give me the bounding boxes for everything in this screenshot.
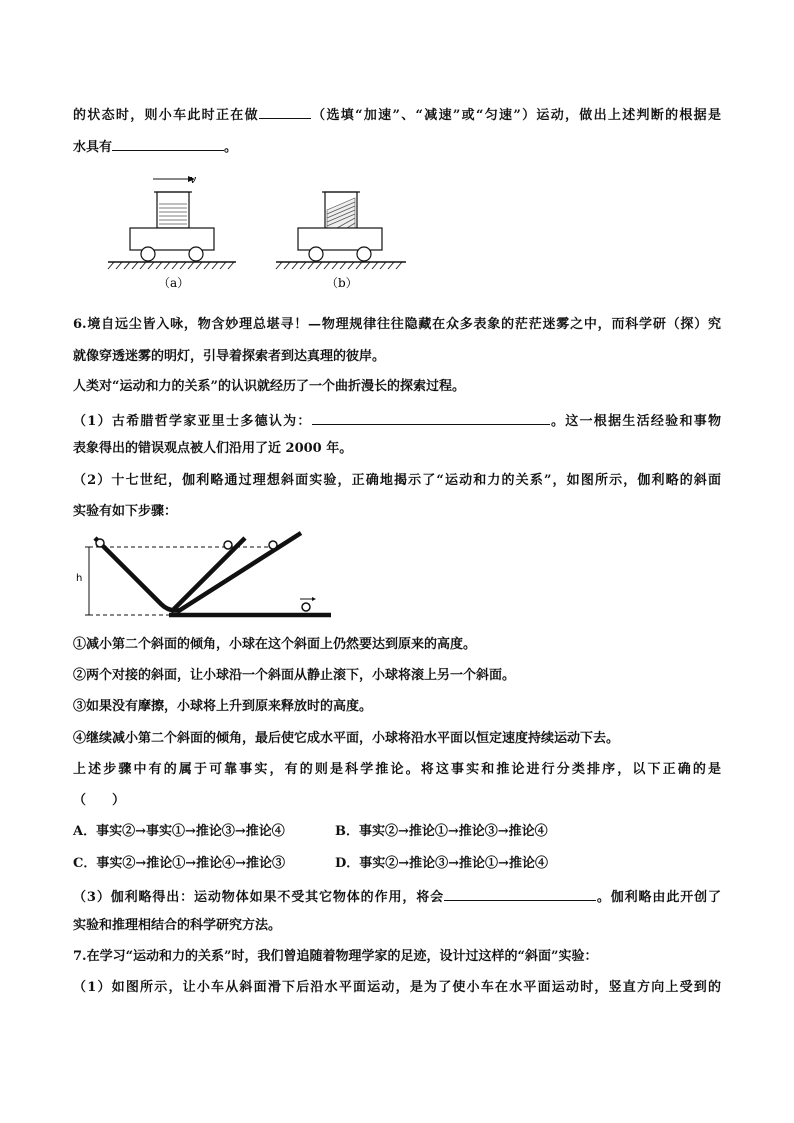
cart-b [276,192,406,290]
answer-blank[interactable] [444,886,596,901]
answer-blank[interactable] [312,410,550,425]
q6-step-3: ③如果没有摩擦，小球将上升到原来释放时的高度。 [73,699,373,714]
q5-text: 。 [224,140,238,155]
q6-part2-line-1: （2）十七世纪，伽利略通过理想斜面实验，正确地揭示了“运动和力的关系”，如图所示，伽利略的斜面 [73,473,721,488]
q5-text: （选填“加速”、“减速”或“匀速”）运动，做出上述判断的根据是 [310,108,721,123]
option-b[interactable]: B．事实②→推论①→推论③→推论④ [335,824,548,839]
q6-step-2: ②两个对接的斜面，让小球沿一个斜面从静止滚下，小球将滚上另一个斜面。 [73,668,516,683]
q6-intro-line-1: 6.境自远尘皆入咏，物含妙理总堪寻！—物理规律往往隐藏在众多表象的茫茫迷雾之中，而科学研（探）究 [73,317,721,332]
velocity-label: v [190,173,197,186]
figure-b-label: （b） [326,276,358,290]
q7-intro: 7.在学习“运动和力的关系”时，我们曾追随着物理学家的足迹，设计过这样的“斜面”实验： [73,949,598,964]
figure-a-label: （a） [158,276,190,290]
answer-blank[interactable] [259,104,311,119]
q6-part3-line-1 [73,886,721,907]
q6-intro-line-3: 人类对“运动和力的关系”的认识就经历了一个曲折漫长的探索过程。 [73,379,465,394]
q6-text: （1）古希腊哲学家亚里士多德认为： [73,414,312,429]
q6-part2-line-2: 实验有如下步骤： [73,504,178,519]
q6-text: （3）伽利略得出：运动物体如果不受其它物体的作用，将会 [73,890,444,905]
galileo-incline-figure [73,530,343,625]
option-a[interactable]: A．事实②→事实①→推论③→推论④ [73,824,285,839]
q6-text: 。伽利略由此开创了 [596,890,721,905]
q6-answer-parens: （ ） [73,793,126,808]
answer-blank[interactable] [112,136,224,151]
cart-beaker-figure [100,166,420,296]
option-d[interactable]: D．事实②→推论③→推论①→推论④ [335,856,548,871]
q7-part1-line-1: （1）如图所示，让小车从斜面滑下后沿水平面运动，是为了使小车在水平面运动时，竖直方向上受到的 [73,980,721,995]
q6-question-line-1: 上述步骤中有的属于可靠事实，有的则是科学推论。将这事实和推论进行分类排序，以下正确的是 [73,762,721,777]
q5-text: 水具有 [73,140,113,155]
q5-text: 的状态时，则小车此时正在做 [73,108,259,123]
q5-line-2 [73,136,237,157]
q6-intro-line-2: 就像穿透迷雾的明灯，引导着探索者到达真理的彼岸。 [73,349,386,364]
option-c[interactable]: C．事实②→推论①→推论④→推论③ [73,856,286,871]
q6-step-1: ①减小第二个斜面的倾角，小球在这个斜面上仍然要达到原来的高度。 [73,637,477,652]
q6-step-4: ④继续减小第二个斜面的倾角，最后使它成水平面，小球将沿水平面以恒定速度持续运动下去。 [73,731,620,746]
q6-part1-line-1 [73,410,721,431]
q6-text: 。这一根据生活经验和事物 [549,414,721,429]
cart-a [108,173,236,290]
q6-part1-line-2: 表象得出的错误观点被人们沿用了近 2000 年。 [73,441,353,456]
q5-line-1 [73,104,721,125]
q6-part3-line-2: 实验和推理相结合的科学研究方法。 [73,918,282,933]
q6-options-row-1 [73,823,285,841]
height-label: h [76,573,83,584]
